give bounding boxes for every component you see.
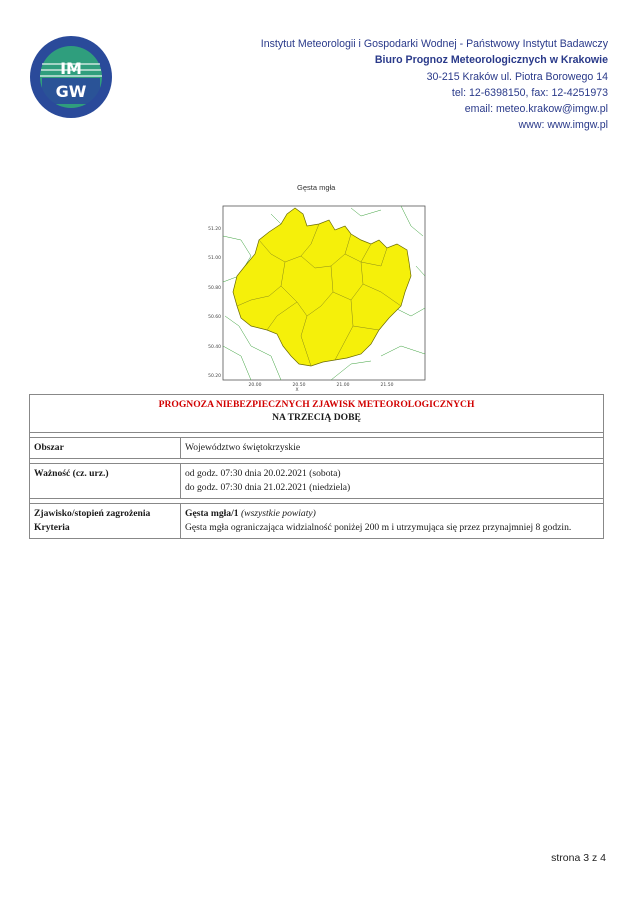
phenomenon-labels xyxy=(30,504,181,539)
x-tick-label: 21.50 xyxy=(380,383,394,388)
area-label: Obszar xyxy=(30,438,181,459)
y-axis-labels xyxy=(208,226,221,379)
criteria-text: Gęsta mgła ograniczająca widzialność poniżej 200 m i utrzymująca się przez przynajmniej 8 godzin. xyxy=(185,522,572,533)
map-title: Gęsta mgła xyxy=(297,183,336,192)
website[interactable]: www: www.imgw.pl xyxy=(518,119,608,132)
email[interactable]: email: meteo.krakow@imgw.pl xyxy=(464,103,608,116)
warning-map xyxy=(208,196,431,393)
institute-name: Instytut Meteorologii i Gospodarki Wodnej - Państwowy Instytut Badawczy xyxy=(260,38,608,50)
validity-label: Ważność (cz. urz.) xyxy=(30,464,181,499)
x-tick-label: 20.00 xyxy=(248,383,262,388)
area-row xyxy=(30,438,604,459)
address: 30-215 Kraków ul. Piotra Borowego 14 xyxy=(426,70,608,83)
institute-header xyxy=(261,36,608,134)
x-tick-label: 21.00 xyxy=(336,383,350,388)
y-tick-label: 51.00 xyxy=(208,256,221,261)
table-title-line1: PROGNOZA NIEBEZPIECZNYCH ZJAWISK METEOROLOGICZNYCH xyxy=(158,399,475,410)
criteria-label: Kryteria xyxy=(34,522,70,533)
table-title-line2: NA TRZECIĄ DOBĘ xyxy=(272,412,361,423)
bureau-name: Biuro Prognoz Meteorologicznych w Krakowie xyxy=(374,54,608,67)
phone-fax: tel: 12-6398150, fax: 12-4251973 xyxy=(451,86,608,99)
area-value: Województwo świętokrzyskie xyxy=(181,438,604,459)
y-tick-label: 51.20 xyxy=(208,227,221,232)
validity-to: do godz. 07:30 dnia 21.02.2021 (niedziela) xyxy=(185,482,351,493)
svg-text:GW: GW xyxy=(55,82,87,101)
table-title xyxy=(30,395,604,433)
phenomenon-row xyxy=(30,504,604,539)
phenomenon-label: Zjawisko/stopień zagrożenia xyxy=(34,508,151,519)
phenomenon-value xyxy=(181,504,604,539)
validity-from: od godz. 07:30 dnia 20.02.2021 (sobota) xyxy=(185,468,341,479)
y-tick-label: 50.60 xyxy=(208,315,221,320)
y-tick-label: 50.80 xyxy=(208,286,221,291)
x-tick-label: 20.50 xyxy=(292,383,306,388)
phenomenon-name: Gęsta mgła/1 xyxy=(185,508,239,519)
page-number: strona 3 z 4 xyxy=(551,852,606,864)
validity-value xyxy=(181,464,604,499)
phenomenon-scope: (wszystkie powiaty) xyxy=(240,508,316,519)
imgw-logo xyxy=(28,34,114,120)
y-tick-label: 50.40 xyxy=(208,345,221,350)
validity-row xyxy=(30,464,604,499)
x-axis-label: X xyxy=(295,388,299,393)
warning-table xyxy=(29,394,604,539)
svg-text:IM: IM xyxy=(60,59,82,78)
x-axis-labels xyxy=(249,382,394,393)
y-tick-label: 50.20 xyxy=(208,374,221,379)
